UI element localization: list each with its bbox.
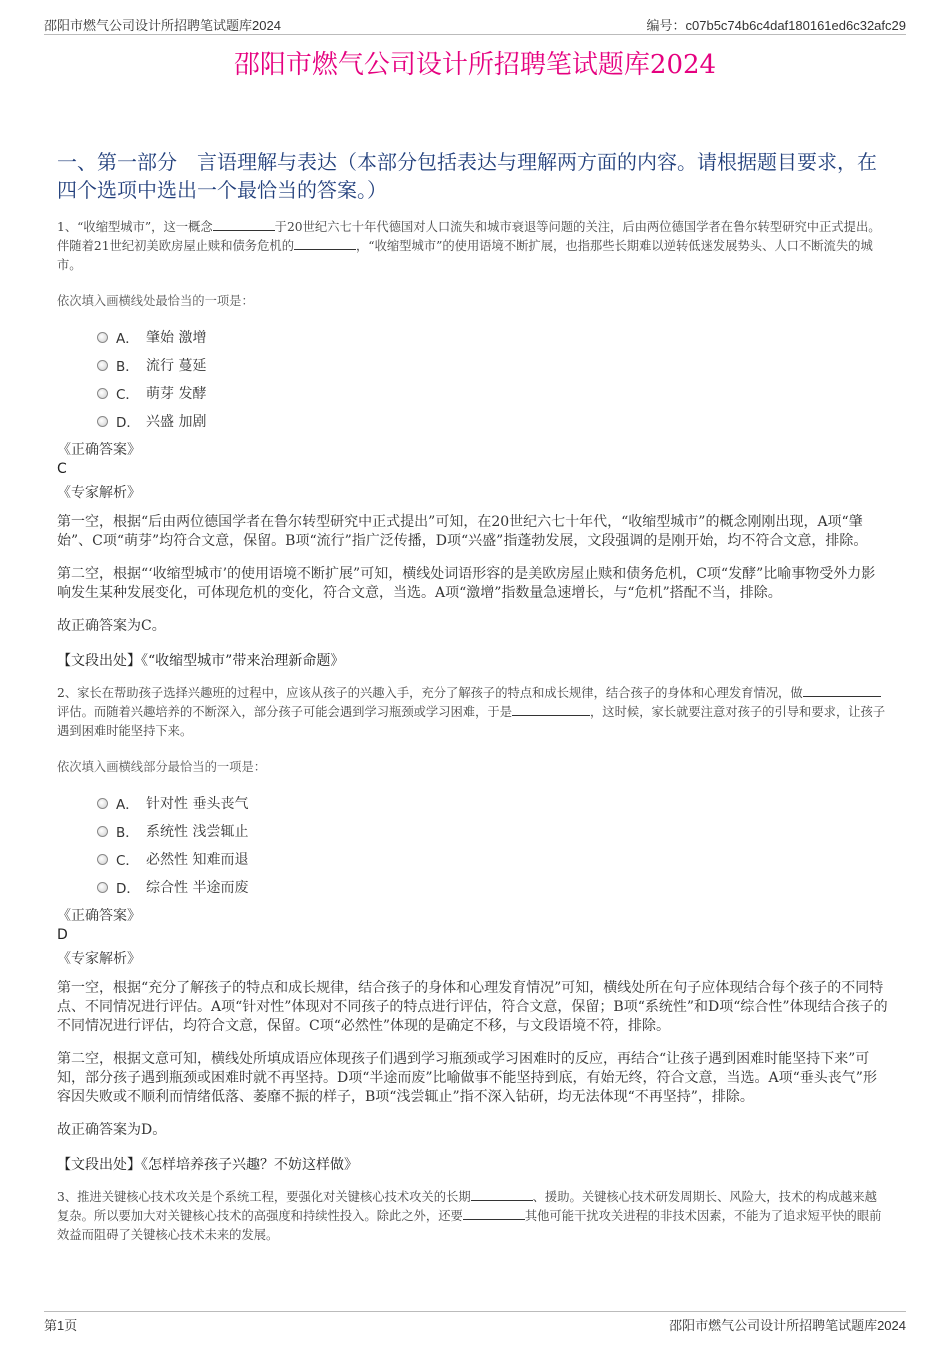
footer-title: 邵阳市燃气公司设计所招聘笔试题库2024 (669, 1318, 906, 1333)
page-footer (44, 1311, 906, 1334)
page-number: 第1页 (44, 1318, 78, 1333)
q2-answer: D (57, 927, 68, 943)
q3-blank-1 (471, 1188, 533, 1201)
option-text: 系统性 浅尝辄止 (146, 824, 249, 840)
q2-source: 【文段出处】《怎样培养孩子兴趣？不妨这样做》 (57, 1157, 358, 1173)
q2-options (97, 789, 888, 901)
option-text: 流行 蔓延 (146, 358, 207, 374)
main-content (57, 148, 888, 1245)
radio-icon[interactable] (97, 826, 108, 837)
q3-part3: 其他可能干扰攻关进程的非技术因素，不能为了追求短平快的眼前效益而阻碍了关键核心技术未来的发展。 (57, 1209, 882, 1242)
q2-blank-1 (803, 684, 881, 697)
q2-answer-label: 《正确答案》 (57, 908, 141, 924)
q1-answer: C (57, 461, 67, 477)
q2-option-c[interactable] (97, 845, 888, 873)
q2-part2: 评估。而随着兴趣培养的不断深入，部分孩子可能会遇到学习瓶颈或学习困难，于是 (57, 705, 512, 719)
option-key: C． (116, 387, 139, 403)
option-key: D． (116, 881, 140, 897)
q1-analysis-2: 第二空，根据“‘收缩型城市’的使用语境不断扩展”可知，横线处词语形容的是美欧房屋止赎和债务危机，C项“发酵”比喻事物受外力影响发生某种发展变化，可体现危机的变化，符合文意，当选。A项“激增”指数量急速增长，与“危机”搭配不当，排除。 (57, 566, 876, 601)
q2-option-d[interactable] (97, 873, 888, 901)
q1-part2: 于20世纪六七十年代德国对人口流失和城市衰退等问题的关注，后由两位德国学者在鲁尔转型研究中正式提出。伴随着21世纪初美欧房屋止赎和债务危机的 (57, 220, 881, 253)
q1-analysis-1: 第一空，根据“后由两位德国学者在鲁尔转型研究中正式提出”可知，在20世纪六七十年代，“收缩型城市”的概念刚刚出现，A项“肇始”、C项“萌芽”均符合文意，保留。B项“流行”指广泛传播，D项“兴盛”指蓬勃发展，文段强调的是刚开始，均不符合文意，排除。 (57, 514, 868, 549)
option-key: B． (116, 359, 139, 375)
q3-part1: 3、推进关键核心技术攻关是个系统工程，要强化对关键核心技术攻关的长期 (57, 1190, 471, 1204)
q1-prompt: 依次填入画横线处最恰当的一项是： (57, 294, 254, 308)
radio-icon[interactable] (97, 416, 108, 427)
option-key: A． (116, 797, 139, 813)
q3-part2: 、援助。关键核心技术研发周期长、风险大，技术的构成越来越复杂。所以要加大对关键核心技术的高强度和持续性投入。除此之外，还要 (57, 1190, 877, 1223)
q1-part3: ，“收缩型城市”的使用语境不断扩展，也指那些长期难以逆转低迷发展势头、人口不断流失的城市。 (57, 239, 873, 272)
question-1-text (57, 218, 888, 275)
q1-source: 【文段出处】《“收缩型城市”带来治理新命题》 (57, 653, 345, 669)
radio-icon[interactable] (97, 360, 108, 371)
q3-blank-2 (463, 1207, 525, 1220)
question-2-text (57, 684, 888, 741)
radio-icon[interactable] (97, 332, 108, 343)
q1-option-c[interactable] (97, 379, 888, 407)
option-key: C． (116, 853, 139, 869)
q2-analysis-3: 故正确答案为D。 (57, 1122, 167, 1138)
radio-icon[interactable] (97, 798, 108, 809)
q1-analysis-label: 《专家解析》 (57, 485, 141, 501)
radio-icon[interactable] (97, 388, 108, 399)
option-key: A． (116, 331, 139, 347)
q1-analysis-3: 故正确答案为C。 (57, 618, 166, 634)
q1-blank-2 (294, 237, 356, 250)
document-title: 邵阳市燃气公司设计所招聘笔试题库2024 (233, 50, 717, 80)
option-text: 兴盛 加剧 (146, 414, 207, 430)
q2-analysis-label: 《专家解析》 (57, 951, 141, 967)
page-header (44, 12, 906, 35)
option-text: 必然性 知难而退 (146, 852, 249, 868)
header-title: 邵阳市燃气公司设计所招聘笔试题库2024 (44, 18, 281, 33)
radio-icon[interactable] (97, 854, 108, 865)
option-key: D． (116, 415, 140, 431)
q1-option-d[interactable] (97, 407, 888, 435)
section-heading: 一、第一部分 言语理解与表达（本部分包括表达与理解两方面的内容。请根据题目要求，在四个选项中选出一个最恰当的答案。） (57, 150, 877, 202)
q2-blank-2 (512, 703, 590, 716)
q1-part1: 1、“收缩型城市”，这一概念 (57, 220, 213, 234)
header-code: 编号：c07b5c74b6c4daf180161ed6c32afc29 (646, 18, 906, 33)
q2-prompt: 依次填入画横线部分最恰当的一项是： (57, 760, 267, 774)
q2-analysis-2: 第二空，根据文意可知，横线处所填成语应体现孩子们遇到学习瓶颈或学习困难时的反应，再结合“让孩子遇到困难时能坚持下来”可知，部分孩子遇到瓶颈或困难时就不再坚持。D项“半途而废”比喻做事不能坚持到底，有始无终，符合文意，当选。A项“垂头丧气”形容因失败或不顺利而情绪低落、萎靡不振的样子，B项“浅尝辄止”指不深入钻研，均无法体现“不再坚持”，排除。 (57, 1051, 877, 1105)
q1-blank-1 (213, 218, 275, 231)
q1-answer-label: 《正确答案》 (57, 442, 141, 458)
option-text: 肇始 激增 (146, 330, 207, 346)
option-text: 针对性 垂头丧气 (146, 796, 249, 812)
q1-option-b[interactable] (97, 351, 888, 379)
q1-options (97, 323, 888, 435)
option-text: 萌芽 发酵 (146, 386, 207, 402)
q2-part1: 2、家长在帮助孩子选择兴趣班的过程中，应该从孩子的兴趣入手，充分了解孩子的特点和成长规律，结合孩子的身体和心理发育情况，做 (57, 686, 803, 700)
q2-analysis-1: 第一空，根据“充分了解孩子的特点和成长规律，结合孩子的身体和心理发育情况”可知，横线处所在句子应体现结合每个孩子的不同特点、不同情况进行评估。A项“针对性”体现对不同孩子的特点进行评估，符合文意，保留；B项“系统性”和D项“综合性”体现结合孩子的不同情况进行评估，均符合文意，保留。C项“必然性”体现的是确定不移，与文段语境不符，排除。 (57, 980, 888, 1034)
q2-option-b[interactable] (97, 817, 888, 845)
radio-icon[interactable] (97, 882, 108, 893)
q1-option-a[interactable] (97, 323, 888, 351)
option-key: B． (116, 825, 139, 841)
question-3-text (57, 1188, 888, 1245)
option-text: 综合性 半途而废 (146, 880, 249, 896)
q2-part3: ，这时候，家长就要注意对孩子的引导和要求，让孩子遇到困难时能坚持下来。 (57, 705, 886, 738)
q2-option-a[interactable] (97, 789, 888, 817)
